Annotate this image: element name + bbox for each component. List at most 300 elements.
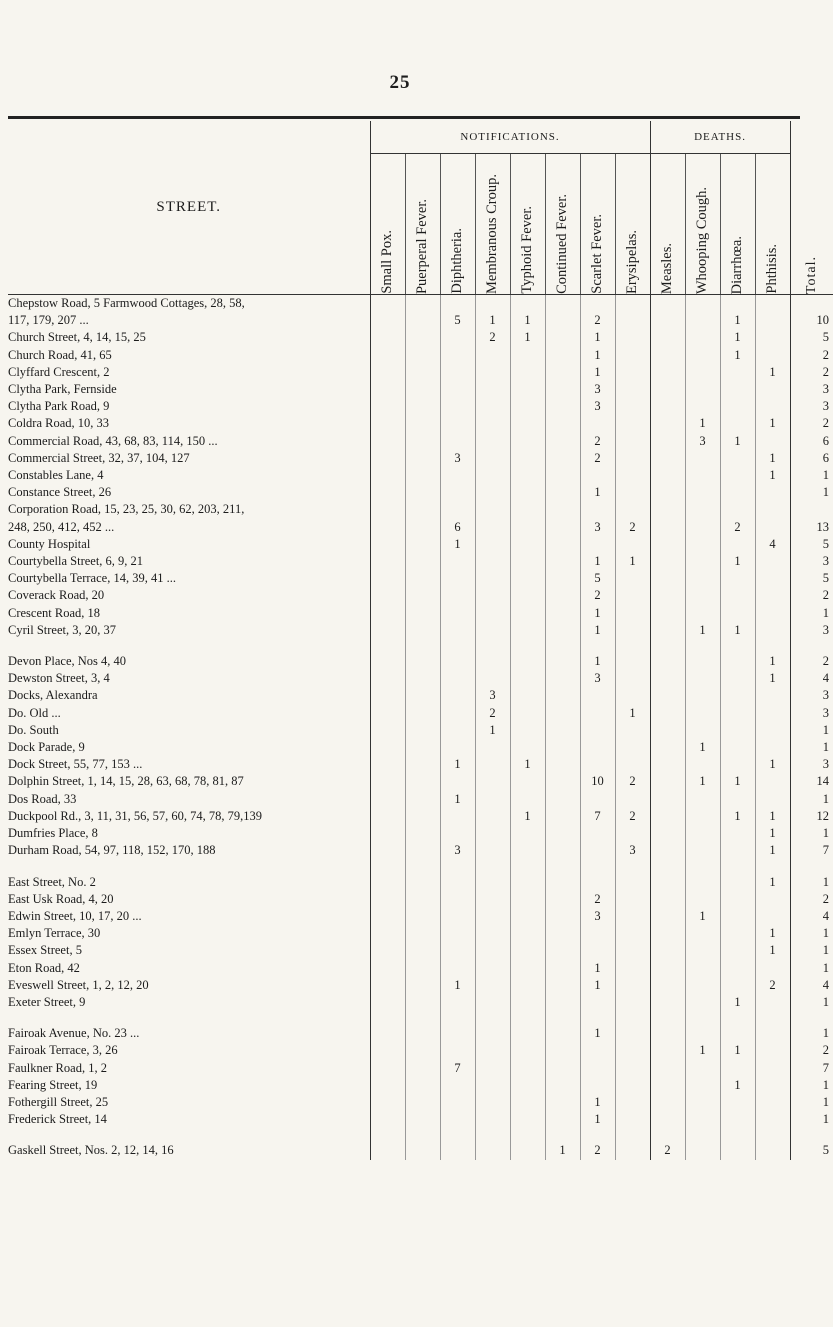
total-cell: 2 — [790, 653, 833, 670]
count-cell — [440, 381, 475, 398]
count-cell — [720, 977, 755, 994]
count-cell — [440, 773, 475, 790]
count-cell — [615, 1077, 650, 1094]
count-cell — [545, 842, 580, 859]
page-number: 25 — [389, 72, 411, 93]
count-cell — [405, 942, 440, 959]
count-cell — [370, 874, 405, 891]
count-cell: 1 — [685, 739, 720, 756]
count-cell — [685, 808, 720, 825]
table-row-continued — [8, 295, 833, 313]
table-row — [8, 942, 833, 959]
count-cell — [650, 570, 685, 587]
count-cell: 6 — [440, 519, 475, 536]
count-cell — [545, 994, 580, 1011]
total-cell: 1 — [790, 791, 833, 808]
count-cell — [405, 364, 440, 381]
count-cell — [510, 622, 545, 639]
count-cell — [615, 1042, 650, 1059]
count-cell: 3 — [580, 670, 615, 687]
count-cell — [370, 791, 405, 808]
count-cell: 1 — [440, 791, 475, 808]
count-cell — [405, 329, 440, 346]
total-cell: 1 — [790, 942, 833, 959]
count-cell — [580, 739, 615, 756]
count-cell — [370, 1111, 405, 1128]
count-cell: 1 — [510, 756, 545, 773]
count-cell — [440, 825, 475, 842]
count-cell — [685, 942, 720, 959]
table-row — [8, 739, 833, 756]
count-cell — [685, 925, 720, 942]
count-cell — [370, 381, 405, 398]
count-cell — [405, 653, 440, 670]
table-row — [8, 329, 833, 346]
count-cell — [510, 467, 545, 484]
count-cell — [405, 722, 440, 739]
count-cell — [545, 722, 580, 739]
count-cell — [510, 908, 545, 925]
count-cell — [650, 653, 685, 670]
count-cell — [545, 415, 580, 432]
count-cell — [650, 808, 685, 825]
total-cell: 3 — [790, 705, 833, 722]
count-cell — [370, 994, 405, 1011]
count-cell — [475, 1060, 510, 1077]
count-cell — [650, 450, 685, 467]
total-cell: 5 — [790, 329, 833, 346]
count-cell — [475, 942, 510, 959]
count-cell — [510, 536, 545, 553]
count-cell — [440, 433, 475, 450]
table-row — [8, 994, 833, 1011]
street-name: Devon Place, Nos 4, 40 — [8, 653, 370, 670]
count-cell — [720, 925, 755, 942]
street-name: Dock Street, 55, 77, 153 ... — [8, 756, 370, 773]
total-cell: 1 — [790, 1025, 833, 1042]
count-cell — [545, 1111, 580, 1128]
count-cell — [650, 415, 685, 432]
count-cell — [650, 842, 685, 859]
table-row — [8, 722, 833, 739]
count-cell — [370, 942, 405, 959]
street-name: Duckpool Rd., 3, 11, 31, 56, 57, 60, 74, 78, 79,139 — [8, 808, 370, 825]
count-cell — [545, 570, 580, 587]
count-cell — [615, 1111, 650, 1128]
count-cell — [405, 467, 440, 484]
total-cell: 2 — [790, 1042, 833, 1059]
count-cell — [370, 450, 405, 467]
count-cell — [510, 1060, 545, 1077]
count-cell — [580, 842, 615, 859]
count-cell: 2 — [615, 519, 650, 536]
count-cell — [650, 1111, 685, 1128]
count-cell — [405, 808, 440, 825]
count-cell — [545, 364, 580, 381]
count-cell — [405, 960, 440, 977]
column-header-membranous-croup: Membranous Croup. — [475, 154, 510, 295]
count-cell — [685, 536, 720, 553]
street-name: Constance Street, 26 — [8, 484, 370, 501]
count-cell: 1 — [580, 1025, 615, 1042]
street-name: Coldra Road, 10, 33 — [8, 415, 370, 432]
count-cell — [650, 519, 685, 536]
count-cell: 1 — [440, 536, 475, 553]
count-cell — [545, 773, 580, 790]
count-cell — [405, 587, 440, 604]
count-cell — [650, 1060, 685, 1077]
count-cell — [650, 312, 685, 329]
count-cell — [720, 942, 755, 959]
street-name: Frederick Street, 14 — [8, 1111, 370, 1128]
count-cell: 1 — [580, 622, 615, 639]
count-cell — [615, 1025, 650, 1042]
count-cell — [685, 891, 720, 908]
count-cell — [370, 398, 405, 415]
table-row — [8, 622, 833, 639]
count-cell — [685, 570, 720, 587]
count-cell: 3 — [580, 398, 615, 415]
street-name: East Usk Road, 4, 20 — [8, 891, 370, 908]
count-cell — [650, 622, 685, 639]
table-row — [8, 1025, 833, 1042]
count-cell — [650, 705, 685, 722]
count-cell — [370, 347, 405, 364]
street-name: Fairoak Terrace, 3, 26 — [8, 1042, 370, 1059]
count-cell — [370, 622, 405, 639]
count-cell — [685, 1111, 720, 1128]
count-cell: 1 — [720, 622, 755, 639]
count-cell — [650, 587, 685, 604]
count-cell: 1 — [755, 925, 790, 942]
count-cell — [475, 960, 510, 977]
count-cell — [755, 553, 790, 570]
group-spacer — [8, 1128, 833, 1142]
count-cell — [755, 722, 790, 739]
count-cell — [615, 347, 650, 364]
count-cell — [510, 739, 545, 756]
count-cell: 1 — [580, 653, 615, 670]
count-cell — [615, 994, 650, 1011]
count-cell — [370, 687, 405, 704]
count-cell — [475, 519, 510, 536]
column-header-measles: Measles. — [650, 154, 685, 295]
street-name: Church Road, 41, 65 — [8, 347, 370, 364]
count-cell: 2 — [650, 1142, 685, 1159]
count-cell — [755, 1025, 790, 1042]
count-cell — [475, 908, 510, 925]
count-cell — [370, 1042, 405, 1059]
count-cell — [580, 942, 615, 959]
count-cell — [475, 398, 510, 415]
count-cell: 2 — [580, 450, 615, 467]
street-name: Dos Road, 33 — [8, 791, 370, 808]
count-cell: 2 — [475, 329, 510, 346]
street-name: Cyril Street, 3, 20, 37 — [8, 622, 370, 639]
count-cell: 1 — [580, 1111, 615, 1128]
total-cell: 1 — [790, 825, 833, 842]
count-cell — [545, 960, 580, 977]
count-cell — [615, 536, 650, 553]
count-cell: 1 — [755, 467, 790, 484]
total-cell: 4 — [790, 977, 833, 994]
count-cell: 1 — [580, 329, 615, 346]
count-cell — [440, 705, 475, 722]
total-cell: 7 — [790, 842, 833, 859]
count-cell — [580, 687, 615, 704]
count-cell — [545, 825, 580, 842]
count-cell: 2 — [475, 705, 510, 722]
count-cell — [475, 756, 510, 773]
street-column-header: STREET. — [8, 121, 370, 295]
count-cell — [405, 1094, 440, 1111]
count-cell — [440, 874, 475, 891]
count-cell — [510, 1077, 545, 1094]
total-cell: 2 — [790, 891, 833, 908]
count-cell: 1 — [755, 756, 790, 773]
count-cell — [510, 994, 545, 1011]
count-cell — [475, 622, 510, 639]
count-cell — [545, 1060, 580, 1077]
count-cell: 1 — [720, 773, 755, 790]
count-cell — [720, 791, 755, 808]
count-cell: 1 — [580, 484, 615, 501]
count-cell: 1 — [475, 312, 510, 329]
count-cell — [545, 398, 580, 415]
count-cell — [510, 842, 545, 859]
street-name: Commercial Road, 43, 68, 83, 114, 150 ... — [8, 433, 370, 450]
count-cell — [650, 1042, 685, 1059]
count-cell: 2 — [580, 312, 615, 329]
street-name: Eveswell Street, 1, 2, 12, 20 — [8, 977, 370, 994]
total-cell: 1 — [790, 994, 833, 1011]
count-cell — [545, 450, 580, 467]
total-cell: 4 — [790, 908, 833, 925]
count-cell — [405, 1042, 440, 1059]
count-cell — [580, 925, 615, 942]
count-cell — [370, 433, 405, 450]
count-cell — [685, 519, 720, 536]
count-cell — [510, 587, 545, 604]
count-cell — [440, 670, 475, 687]
count-cell — [510, 450, 545, 467]
table-row — [8, 842, 833, 859]
street-name: Courtybella Street, 6, 9, 21 — [8, 553, 370, 570]
count-cell — [440, 415, 475, 432]
count-cell: 1 — [755, 808, 790, 825]
count-cell — [405, 1142, 440, 1159]
street-name: Crescent Road, 18 — [8, 605, 370, 622]
count-cell — [545, 791, 580, 808]
count-cell — [615, 570, 650, 587]
count-cell — [720, 1025, 755, 1042]
count-cell — [475, 1025, 510, 1042]
count-cell — [475, 739, 510, 756]
count-cell — [475, 587, 510, 604]
count-cell: 1 — [755, 450, 790, 467]
total-cell: 12 — [790, 808, 833, 825]
count-cell — [685, 398, 720, 415]
count-cell — [440, 891, 475, 908]
total-cell: 1 — [790, 874, 833, 891]
count-cell — [755, 891, 790, 908]
table-row — [8, 467, 833, 484]
table-row — [8, 570, 833, 587]
count-cell — [615, 670, 650, 687]
total-cell: 2 — [790, 364, 833, 381]
table-row — [8, 891, 833, 908]
count-cell — [650, 1025, 685, 1042]
count-cell — [440, 1111, 475, 1128]
count-cell: 1 — [580, 605, 615, 622]
count-cell — [615, 329, 650, 346]
count-cell — [720, 842, 755, 859]
count-cell — [405, 705, 440, 722]
total-cell: 10 — [790, 312, 833, 329]
count-cell — [545, 977, 580, 994]
count-cell — [615, 756, 650, 773]
column-header-continued-fever: Continued Fever. — [545, 154, 580, 295]
count-cell — [650, 994, 685, 1011]
count-cell — [510, 1142, 545, 1159]
count-cell — [685, 874, 720, 891]
total-cell: 3 — [790, 756, 833, 773]
count-cell — [370, 605, 405, 622]
count-cell — [440, 960, 475, 977]
count-cell — [650, 891, 685, 908]
count-cell — [405, 312, 440, 329]
count-cell — [475, 364, 510, 381]
count-cell — [545, 587, 580, 604]
count-cell: 1 — [720, 312, 755, 329]
count-cell — [650, 433, 685, 450]
count-cell — [545, 312, 580, 329]
count-cell: 3 — [685, 433, 720, 450]
street-name: Commercial Street, 32, 37, 104, 127 — [8, 450, 370, 467]
count-cell: 2 — [580, 433, 615, 450]
count-cell — [370, 364, 405, 381]
count-cell — [720, 536, 755, 553]
count-cell — [580, 1060, 615, 1077]
count-cell — [510, 433, 545, 450]
count-cell: 1 — [580, 364, 615, 381]
count-cell — [720, 960, 755, 977]
count-cell — [580, 994, 615, 1011]
count-cell — [545, 467, 580, 484]
count-cell — [685, 1077, 720, 1094]
count-cell: 1 — [545, 1142, 580, 1159]
count-cell — [545, 891, 580, 908]
street-name: Fothergill Street, 25 — [8, 1094, 370, 1111]
count-cell — [755, 1111, 790, 1128]
count-cell — [615, 908, 650, 925]
count-cell — [650, 347, 685, 364]
count-cell — [650, 670, 685, 687]
count-cell — [720, 467, 755, 484]
count-cell — [545, 942, 580, 959]
count-cell — [615, 484, 650, 501]
count-cell — [405, 553, 440, 570]
count-cell — [510, 925, 545, 942]
total-cell: 5 — [790, 1142, 833, 1159]
count-cell — [650, 960, 685, 977]
count-cell — [755, 1042, 790, 1059]
count-cell: 1 — [720, 808, 755, 825]
count-cell — [650, 1094, 685, 1111]
street-name: Fairoak Avenue, No. 23 ... — [8, 1025, 370, 1042]
count-cell — [755, 398, 790, 415]
count-cell — [615, 605, 650, 622]
count-cell — [440, 605, 475, 622]
count-cell — [510, 570, 545, 587]
count-cell — [685, 756, 720, 773]
count-cell — [405, 1077, 440, 1094]
count-cell — [720, 874, 755, 891]
column-header-puerperal-fever: Puerperal Fever. — [405, 154, 440, 295]
count-cell — [615, 1060, 650, 1077]
count-cell — [650, 791, 685, 808]
street-name-continuation: 248, 250, 412, 452 ... — [8, 519, 370, 536]
count-cell — [405, 398, 440, 415]
table-row — [8, 1142, 833, 1159]
table-row — [8, 808, 833, 825]
total-cell: 4 — [790, 670, 833, 687]
count-cell — [545, 739, 580, 756]
count-cell — [440, 653, 475, 670]
count-cell — [405, 874, 440, 891]
count-cell — [545, 908, 580, 925]
count-cell — [650, 536, 685, 553]
count-cell — [405, 773, 440, 790]
count-cell — [545, 605, 580, 622]
count-cell — [580, 825, 615, 842]
count-cell — [475, 891, 510, 908]
total-cell: 6 — [790, 433, 833, 450]
count-cell — [545, 433, 580, 450]
street-name: Coverack Road, 20 — [8, 587, 370, 604]
count-cell — [440, 1094, 475, 1111]
count-cell — [405, 519, 440, 536]
count-cell — [545, 622, 580, 639]
street-name: Dock Parade, 9 — [8, 739, 370, 756]
count-cell — [615, 381, 650, 398]
count-cell — [545, 1025, 580, 1042]
count-cell: 1 — [755, 364, 790, 381]
count-cell: 2 — [580, 1142, 615, 1159]
count-cell — [545, 756, 580, 773]
count-cell — [475, 994, 510, 1011]
count-cell — [720, 705, 755, 722]
count-cell — [510, 791, 545, 808]
total-cell: 3 — [790, 381, 833, 398]
street-name: East Street, No. 2 — [8, 874, 370, 891]
count-cell — [370, 739, 405, 756]
count-cell — [720, 605, 755, 622]
street-name: Emlyn Terrace, 30 — [8, 925, 370, 942]
count-cell — [475, 808, 510, 825]
count-cell — [650, 329, 685, 346]
count-cell — [440, 808, 475, 825]
count-cell — [405, 670, 440, 687]
count-cell — [755, 312, 790, 329]
count-cell: 1 — [580, 553, 615, 570]
group-spacer — [8, 1011, 833, 1025]
count-cell — [755, 484, 790, 501]
count-cell — [685, 791, 720, 808]
count-cell — [510, 1094, 545, 1111]
table-row — [8, 670, 833, 687]
count-cell — [405, 605, 440, 622]
